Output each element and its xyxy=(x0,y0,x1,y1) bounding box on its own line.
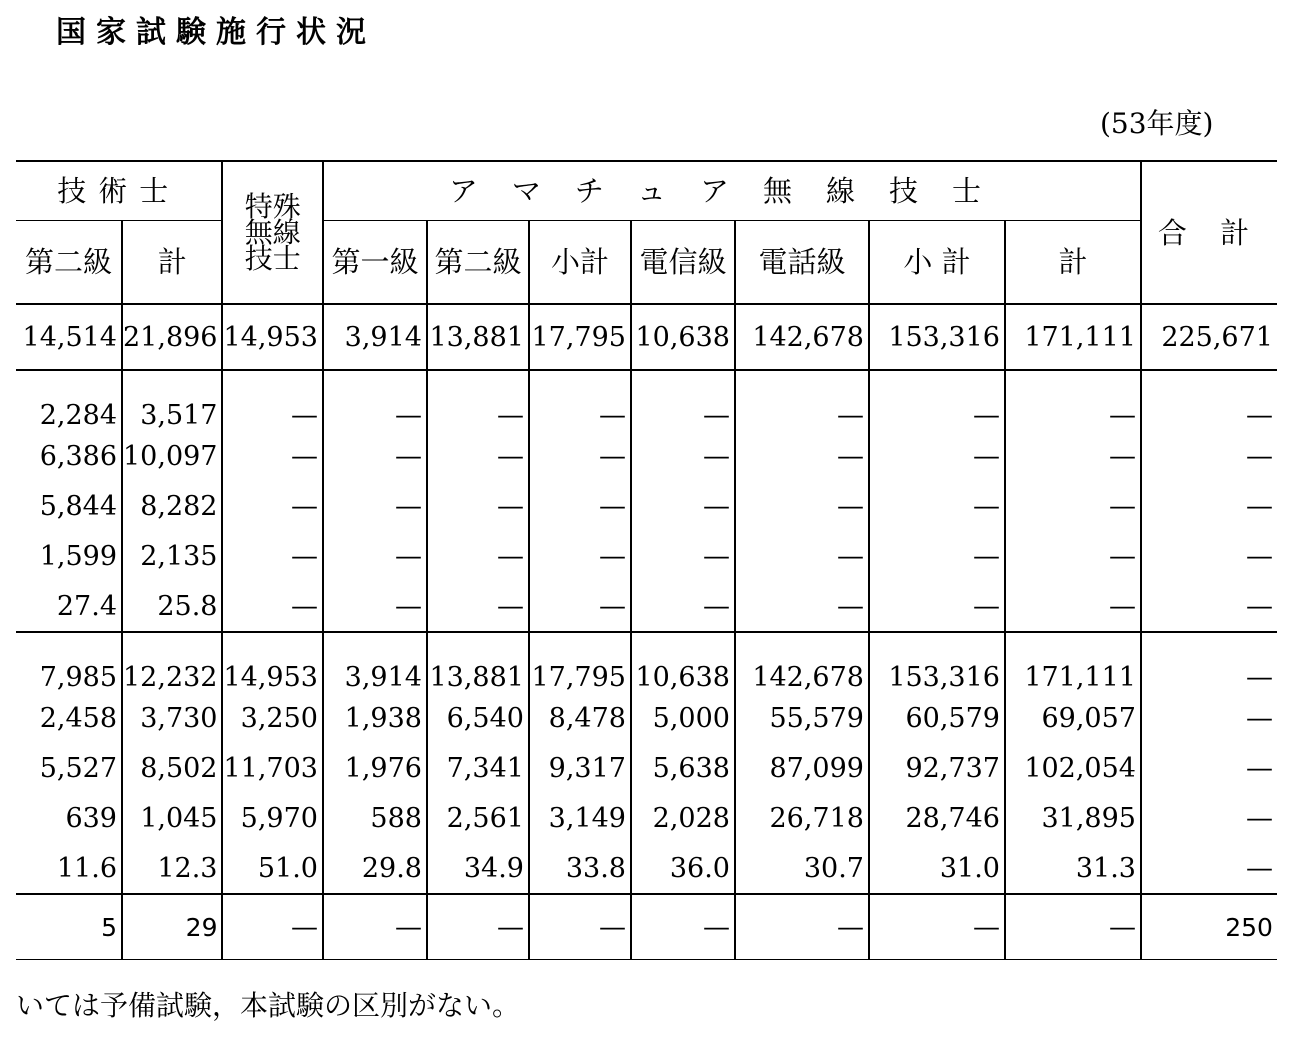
table-cell: 639 xyxy=(16,793,122,843)
table-cell: — xyxy=(869,481,1005,531)
table-cell: 36.0 xyxy=(631,843,735,894)
header-amateur-dai1: 第一級 xyxy=(323,221,427,305)
table-cell: — xyxy=(222,431,322,481)
table-cell: 31,895 xyxy=(1005,793,1141,843)
table-cell: 12.3 xyxy=(122,843,222,894)
table-cell: — xyxy=(631,531,735,581)
exam-table xyxy=(16,160,1277,960)
table-cell: 25.8 xyxy=(122,581,222,632)
table-cell: — xyxy=(427,370,529,431)
table-cell: 5,638 xyxy=(631,743,735,793)
header-amateur-denshin: 電信級 xyxy=(631,221,735,305)
header-total: 合 計 xyxy=(1157,215,1262,250)
header-amateur-shokei2: 小 計 xyxy=(869,221,1005,305)
table-cell: 1,045 xyxy=(122,793,222,843)
table-cell: 14,953 xyxy=(222,632,322,693)
table-cell: 2,561 xyxy=(427,793,529,843)
table-cell: — xyxy=(427,431,529,481)
table-cell: 153,316 xyxy=(869,632,1005,693)
table-cell: 5,844 xyxy=(16,481,122,531)
table-row xyxy=(16,743,1277,793)
table-cell: 13,881 xyxy=(427,632,529,693)
table-cell: 34.9 xyxy=(427,843,529,894)
table-row xyxy=(16,370,1277,431)
table-cell: — xyxy=(323,531,427,581)
table-cell: — xyxy=(631,431,735,481)
table-cell: — xyxy=(323,481,427,531)
table-cell: — xyxy=(323,581,427,632)
table-cell: — xyxy=(1005,531,1141,581)
table-cell: — xyxy=(869,370,1005,431)
table-cell: 51.0 xyxy=(222,843,322,894)
table-cell: 26,718 xyxy=(735,793,869,843)
header-amateur-denwa: 電話級 xyxy=(735,221,869,305)
table-cell: — xyxy=(1245,440,1273,472)
table-cell: — xyxy=(529,894,631,960)
table-cell: — xyxy=(323,431,427,481)
table-cell: 2,284 xyxy=(16,370,122,431)
table-cell: 33.8 xyxy=(529,843,631,894)
header-amateur: アマチュア無線技士 xyxy=(323,161,1141,221)
table-cell: — xyxy=(631,894,735,960)
table-cell: 3,517 xyxy=(122,370,222,431)
table-cell: — xyxy=(427,531,529,581)
table-cell: — xyxy=(869,531,1005,581)
table-cell: 30.7 xyxy=(735,843,869,894)
table-cell: 31.3 xyxy=(1005,843,1141,894)
table-cell: — xyxy=(323,894,427,960)
table-row xyxy=(16,431,1277,481)
table-cell: — xyxy=(1245,490,1273,522)
table-cell: — xyxy=(1245,662,1273,693)
table-cell: — xyxy=(529,481,631,531)
table-cell: 11.6 xyxy=(16,843,122,894)
table-cell: 10,097 xyxy=(122,431,222,481)
footer-note: いては予備試験，本試験の区別がない。 xyxy=(16,989,521,1022)
table-cell: 3,914 xyxy=(323,632,427,693)
header-gijutsushi-kei: 計 xyxy=(122,221,222,305)
table-row: 14,514 21,896 14,953 3,914 13,881 17,795 10,638 142,678 153,316 171,111 225,671 xyxy=(16,304,1277,370)
table-cell: — xyxy=(735,370,869,431)
table-cell: 29 xyxy=(122,894,222,960)
table-row xyxy=(16,531,1277,581)
table-cell: — xyxy=(529,531,631,581)
table-cell: 5,000 xyxy=(631,693,735,743)
table-cell: — xyxy=(735,531,869,581)
table-cell: 5 xyxy=(16,894,122,960)
table-row xyxy=(16,894,1277,960)
table-cell: 102,054 xyxy=(1005,743,1141,793)
section-a xyxy=(16,370,1277,632)
table-cell: — xyxy=(222,894,322,960)
table-cell: — xyxy=(1245,400,1273,431)
table-row xyxy=(16,632,1277,693)
table-cell: 9,317 xyxy=(529,743,631,793)
table-cell: — xyxy=(427,481,529,531)
table-cell: — xyxy=(427,581,529,632)
table-row xyxy=(16,843,1277,894)
table-cell: — xyxy=(631,481,735,531)
table-cell: — xyxy=(222,531,322,581)
page-title: 国家試験施行状況 xyxy=(56,15,376,50)
table-cell: 3,149 xyxy=(529,793,631,843)
table-cell: 1,976 xyxy=(323,743,427,793)
table-cell: 10,638 xyxy=(631,632,735,693)
table-cell: 5,970 xyxy=(222,793,322,843)
table-row xyxy=(16,581,1277,632)
table-cell: — xyxy=(1005,431,1141,481)
section-c xyxy=(16,894,1277,960)
table-cell: — xyxy=(869,431,1005,481)
table-cell: 31.0 xyxy=(869,843,1005,894)
table-cell: — xyxy=(631,581,735,632)
table-cell: 3,730 xyxy=(122,693,222,743)
table-cell: 60,579 xyxy=(869,693,1005,743)
table-cell: — xyxy=(1245,540,1273,572)
table-cell: — xyxy=(1005,370,1141,431)
table-cell: 29.8 xyxy=(323,843,427,894)
table-cell: — xyxy=(222,581,322,632)
table-cell: — xyxy=(1245,752,1273,784)
table-cell: 2,028 xyxy=(631,793,735,843)
table-cell: 8,478 xyxy=(529,693,631,743)
table-cell: — xyxy=(1005,581,1141,632)
table-cell: — xyxy=(735,431,869,481)
header-gijutsushi: 技術士 xyxy=(16,161,222,221)
table-cell: 8,282 xyxy=(122,481,222,531)
table-cell: — xyxy=(1245,702,1273,734)
table-cell: 55,579 xyxy=(735,693,869,743)
table-cell: 1,938 xyxy=(323,693,427,743)
table-cell: — xyxy=(1245,802,1273,834)
table-cell: — xyxy=(735,581,869,632)
table-cell: 6,386 xyxy=(16,431,122,481)
table-cell: — xyxy=(631,370,735,431)
table-cell: — xyxy=(529,370,631,431)
table-cell: 142,678 xyxy=(735,632,869,693)
table-cell: 2,458 xyxy=(16,693,122,743)
header-amateur-shokei: 小計 xyxy=(529,221,631,305)
table-cell: 7,341 xyxy=(427,743,529,793)
table-cell: — xyxy=(869,894,1005,960)
table-cell: 17,795 xyxy=(529,632,631,693)
table-cell: 69,057 xyxy=(1005,693,1141,743)
table-cell: — xyxy=(427,894,529,960)
table-row xyxy=(16,793,1277,843)
table-cell: 171,111 xyxy=(1005,632,1141,693)
table-cell: — xyxy=(222,370,322,431)
table-cell: 7,985 xyxy=(16,632,122,693)
table-row xyxy=(16,693,1277,743)
table-cell: — xyxy=(1245,590,1273,622)
table-cell: 92,737 xyxy=(869,743,1005,793)
table-cell: 1,599 xyxy=(16,531,122,581)
table-cell: — xyxy=(1245,852,1273,884)
table-row xyxy=(16,481,1277,531)
table-cell: — xyxy=(1005,481,1141,531)
table-cell: 87,099 xyxy=(735,743,869,793)
fiscal-year-note: (53年度) xyxy=(1100,107,1214,140)
table-cell: 2,135 xyxy=(122,531,222,581)
table-cell: 588 xyxy=(323,793,427,843)
table-cell: — xyxy=(529,581,631,632)
table-cell: 5,527 xyxy=(16,743,122,793)
table-cell: 27.4 xyxy=(16,581,122,632)
header-amateur-dai2: 第二級 xyxy=(427,221,529,305)
table-cell: — xyxy=(735,481,869,531)
table-cell: 250 xyxy=(1225,912,1273,942)
table-cell: 3,250 xyxy=(222,693,322,743)
header-tokushu: 特殊 無線 技士 xyxy=(222,161,322,304)
header-gijutsushi-dai2: 第二級 xyxy=(16,221,122,305)
table-cell: — xyxy=(735,894,869,960)
table-cell: 12,232 xyxy=(122,632,222,693)
section-b xyxy=(16,632,1277,894)
header-amateur-kei: 計 xyxy=(1005,221,1141,305)
table-cell: 8,502 xyxy=(122,743,222,793)
table-cell: — xyxy=(869,581,1005,632)
table-cell: — xyxy=(529,431,631,481)
table-cell: 28,746 xyxy=(869,793,1005,843)
table-cell: — xyxy=(323,370,427,431)
table-cell: 6,540 xyxy=(427,693,529,743)
table-cell: 11,703 xyxy=(222,743,322,793)
table-cell: — xyxy=(222,481,322,531)
table-cell: — xyxy=(1005,894,1141,960)
